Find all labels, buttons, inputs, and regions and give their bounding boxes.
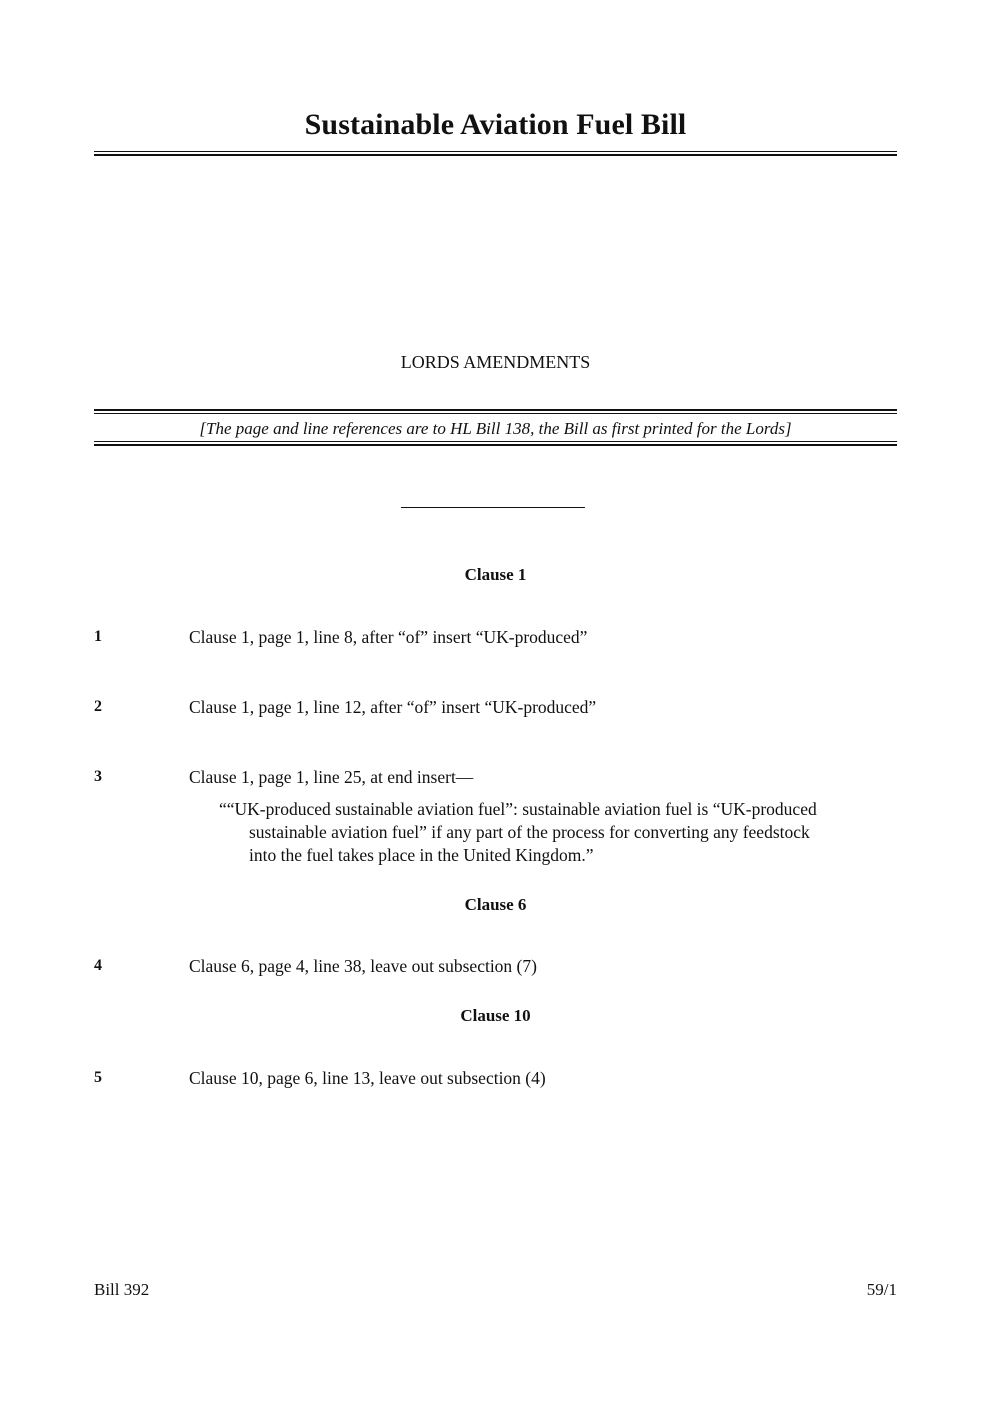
definition-line: ““UK-produced sustainable aviation fuel”: sustainable aviation fuel is “UK-produced [219, 799, 817, 819]
definition-line: sustainable aviation fuel” if any part of the process for converting any feedstock [249, 822, 810, 842]
clause-heading: Clause 1 [464, 565, 527, 584]
reference-note: [The page and line references are to HL Bill 138, the Bill as first printed for the Lords] [199, 419, 792, 438]
section-divider [401, 507, 585, 508]
footer-bill-number: Bill 392 [94, 1280, 150, 1299]
clause-heading: Clause 10 [460, 1006, 531, 1025]
amendment-number: 5 [94, 1069, 102, 1086]
title-rule-top [94, 151, 897, 152]
amendment-number: 4 [94, 957, 102, 974]
note-rule-bottom-1 [94, 441, 897, 442]
note-rule-bottom-2 [94, 444, 897, 446]
document-subtitle: LORDS AMENDMENTS [400, 352, 591, 372]
inserted-definition [219, 798, 897, 867]
amendment-number: 1 [94, 628, 102, 645]
amendment-number: 2 [94, 698, 102, 715]
amendment-text: Clause 1, page 1, line 8, after “of” insert “UK-produced” [189, 627, 588, 647]
document-title: Sustainable Aviation Fuel Bill [304, 108, 687, 141]
amendment-text: Clause 1, page 1, line 12, after “of” insert “UK-produced” [189, 697, 597, 717]
footer-reference: 59/1 [866, 1280, 897, 1299]
definition-line: into the fuel takes place in the United Kingdom.” [249, 845, 594, 865]
note-rule-top-1 [94, 409, 897, 411]
amendment-text: Clause 10, page 6, line 13, leave out subsection (4) [189, 1068, 546, 1088]
amendment-text: Clause 1, page 1, line 25, at end insert— [189, 767, 474, 787]
amendment-number: 3 [94, 768, 102, 785]
clause-heading: Clause 6 [464, 895, 527, 914]
amendment-text: Clause 6, page 4, line 38, leave out subsection (7) [189, 956, 537, 976]
title-rule-bottom [94, 154, 897, 156]
note-rule-top-2 [94, 413, 897, 414]
